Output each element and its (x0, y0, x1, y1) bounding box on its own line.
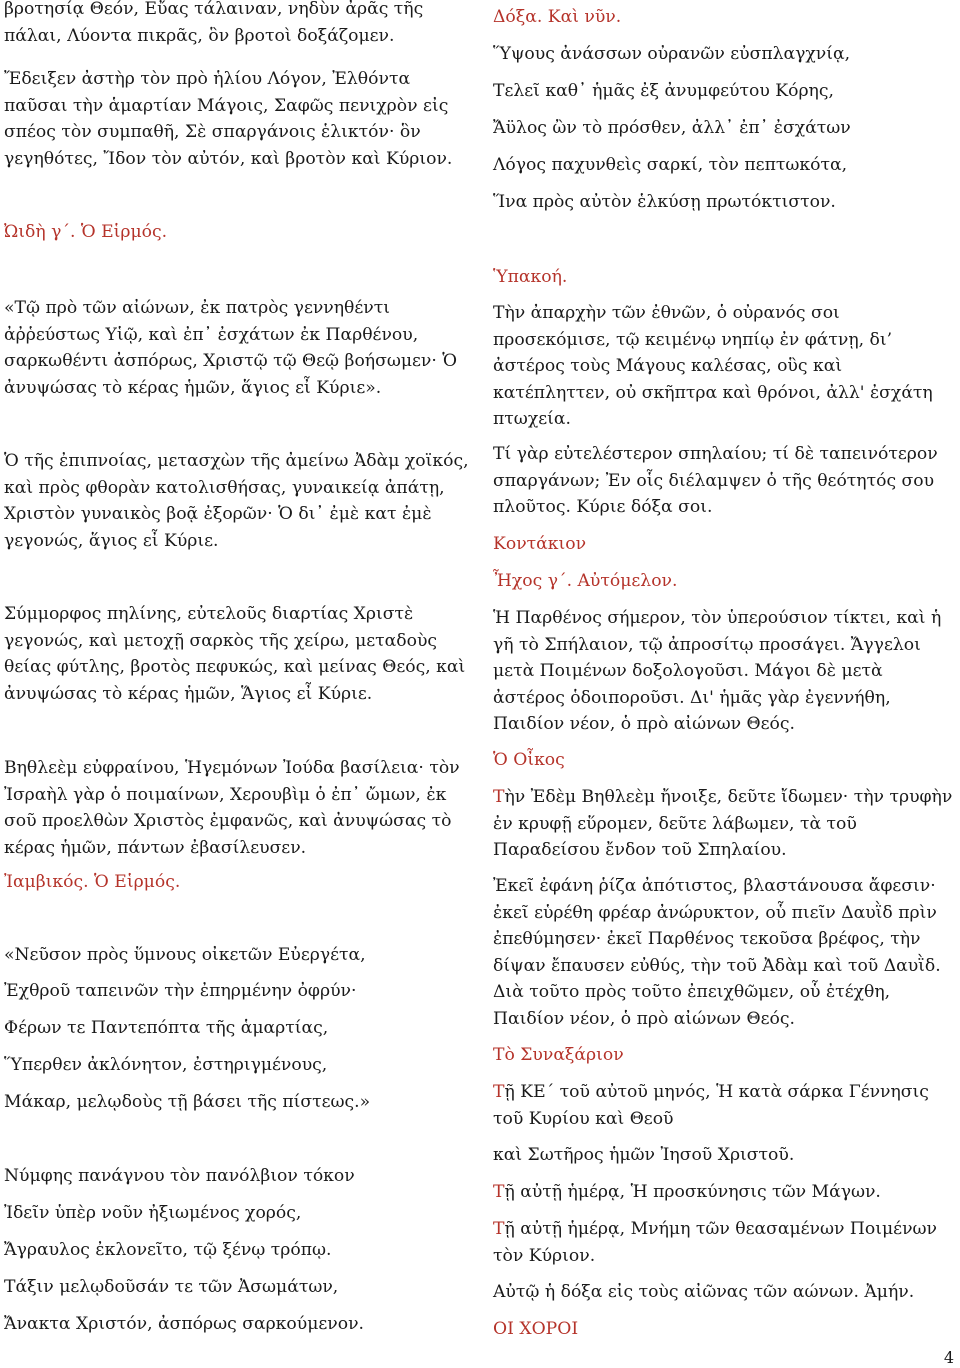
hymn-paragraph (493, 784, 955, 864)
section-heading-iambic: Ἰαμβικός. Ὁ Εἱρμός. (4, 872, 181, 892)
section-heading-doxa: Δόξα. Καὶ νῦν. (493, 7, 622, 27)
section-heading-hypakoe: Ὑπακοή. (493, 267, 568, 287)
paragraph-text: ὴν Ἐδὲμ Βηθλεὲμ ἤνοιξε, δεῦτε ἴδωμεν· τὴν τρυφὴν ἐν κρυφῇ εὕρομεν, δεῦτε λάβωμεν, τὰ τοῦ Παραδείσου ἔνδον τοῦ Σπηλαίου. (493, 787, 953, 860)
paragraph-text: ῇ αὐτῇ ἡμέρᾳ, Ἡ προσκύνησις τῶν Μάγων. (504, 1182, 881, 1202)
section-heading-tone: Ἦχος γ΄. Αὐτόμελον. (493, 571, 678, 591)
section-heading-kontakion: Κοντάκιον (493, 534, 587, 554)
hymn-paragraph: Τί γὰρ εὐτελέστερον σπηλαίου; τί δὲ ταπεινότερον σπαργάνων; Ἐν οἷς διέλαμψεν ὁ τῆς θεότητός σου πλοῦτος. Κύριε δόξα σοι. (493, 444, 938, 517)
troparion-paragraph: Σύμμορφος πηλίνης, εὐτελοῦς διαρτίας Χριστὲ γεγονώς, καὶ μετοχῇ σαρκὸς τῆς χείρω, μεταδοὺς θείας φύτλης, βροτὸς πεφυκώς, καὶ μείνας Θεός, καὶ ἀνυψώσας τὸ κέρας ἡμῶν, Ἅγιος εἶ Κύριε. (4, 604, 466, 704)
synaxarion-entry (493, 1216, 955, 1269)
verse-paragraph: βροτησίᾳ Θεόν, Εὔας τάλαιναν, νηδὺν ἀρᾶς τῆς πάλαι, Λύοντα πικρᾶς, ὃν βροτοὶ δοξάζομεν. (4, 0, 424, 46)
verse-line: Μάκαρ, μελῳδοὺς τῇ βάσει τῆς πίστεως.» (4, 1092, 371, 1112)
section-heading-synaxarion: Τὸ Συναξάριον (493, 1045, 624, 1065)
verse-line: Λόγος παχυνθεὶς σαρκί, τὸν πεπτωκότα, (493, 155, 848, 175)
verse-line: «Νεῦσον πρὸς ὕμνους οἰκετῶν Εὐεργέτα, (4, 945, 366, 965)
synaxarion-entry: καὶ Σωτῆρος ἡμῶν Ἰησοῦ Χριστοῦ. (493, 1145, 795, 1165)
troparion-paragraph: Βηθλεὲμ εὐφραίνου, Ἡγεμόνων Ἰούδα βασίλεια· τὸν Ἰσραὴλ γὰρ ὁ ποιμαίνων, Χερουβὶμ ὁ ἐπ᾽ ὤμων, ἐκ σοῦ προελθὼν Χριστὸς ἐμφανῶς, καὶ ἀνυψώσας τὸ κέρας ἡμῶν, πάντων ἐβασίλευσεν. (4, 758, 460, 858)
synaxarion-entry (493, 1179, 955, 1206)
verse-paragraph: Ἔδειξεν ἀστὴρ τὸν πρὸ ἡλίου Λόγον, Ἐλθόντα παῦσαι τὴν ἁμαρτίαν Μάγοις, Σαφῶς πενιχρὸν εἰς σπέος τὸν συμπαθῆ, Σὲ σπαργάνοις ἑλικτόν· ὃν γεγηθότες, Ἴδον τὸν αὐτόν, καὶ βροτὸν καὶ Κύριον. (4, 69, 453, 169)
initial-letter: Τ (493, 1219, 505, 1239)
verse-line: Ἰδεῖν ὑπὲρ νοῦν ἠξιωμένος χορός, (4, 1203, 302, 1223)
paragraph-text: ῇ αὐτῇ ἡμέρᾳ, Μνήμη τῶν θεασαμένων Ποιμένων τὸν Κύριον. (493, 1219, 937, 1266)
initial-letter: Τ (493, 787, 505, 807)
verse-line: Ἄϋλος ὢν τὸ πρόσθεν, ἀλλ᾽ ἐπ᾽ ἐσχάτων (493, 118, 851, 138)
heirmos-paragraph: «Τῷ πρὸ τῶν αἰώνων, ἐκ πατρὸς γεννηθέντι ἀῤῥεύστως Υἱῷ, καὶ ἐπ᾽ ἐσχάτων ἐκ Παρθένου, σαρκωθέντι ἀσπόρως, Χριστῷ τῷ Θεῷ βοήσωμεν· Ὁ ἀνυψώσας τὸ κέρας ἡμῶν, ἅγιος εἶ Κύριε». (4, 298, 458, 398)
verse-line: Τάξιν μελῳδοῦσάν τε τῶν Ἀσωμάτων, (4, 1277, 339, 1297)
initial-letter: Τ (493, 1082, 505, 1102)
initial-letter: Τ (493, 1182, 505, 1202)
synaxarion-entry (493, 1079, 955, 1132)
section-heading-oikos: Ὁ Οἶκος (493, 750, 565, 770)
hymn-paragraph: Τὴν ἀπαρχὴν τῶν ἐθνῶν, ὁ οὐρανός σοι προσεκόμισε, τῷ κειμένῳ νηπίῳ ἐν φάτνῃ, δι’ ἀστέρος τοὺς Μάγους καλέσας, οὓς καὶ κατέπληττεν, οὐ σκῆπτρα καὶ θρόνοι, ἀλλ' ἐσχάτη πτωχεία. (493, 303, 933, 429)
verse-line: Φέρων τε Παντεπόπτα τῆς ἁμαρτίας, (4, 1018, 329, 1038)
troparion-paragraph: Ὁ τῆς ἐπιπνοίας, μετασχὼν τῆς ἀμείνω Ἀδὰμ χοϊκός, καὶ πρὸς φθορὰν κατολισθήσας, γυναικείᾳ ἀπάτῃ, Χριστὸν γυναικὸς βοᾷ ἐξορῶν· Ὁ δι᾽ ἐμὲ κατ ἐμὲ γεγονώς, ἅγιος εἶ Κύριε. (4, 451, 469, 551)
hymn-paragraph: Ἐκεῖ ἐφάνη ῥίζα ἀπότιστος, βλαστάνουσα ἄφεσιν· ἐκεῖ εὑρέθη φρέαρ ἀνώρυκτον, οὗ πιεῖν Δαυῒδ πρὶν ἐπεθύμησεν· ἐκεῖ Παρθένος τεκοῦσα βρέφος, τὴν δίψαν ἔπαυσεν εὐθύς, τὴν τοῦ Ἀδὰμ καὶ τοῦ Δαυῒδ. Διὰ τοῦτο πρὸς τοῦτο ἐπειχθῶμεν, οὗ ἐτέχθη, Παιδίον νέον, ὁ πρὸ αἰώνων Θεός. (493, 876, 941, 1029)
verse-line: Ἄγραυλος ἐκλονεῖτο, τῷ ξένῳ τρόπῳ. (4, 1240, 332, 1260)
paragraph-text: ῇ ΚΕ΄ τοῦ αὐτοῦ μηνός, Ἡ κατὰ σάρκα Γέννησις τοῦ Κυρίου καὶ Θεοῦ (493, 1082, 929, 1129)
verse-line: Ἄνακτα Χριστόν, ἀσπόρως σαρκούμενον. (4, 1314, 364, 1334)
verse-line: Νύμφης πανάγνου τὸν πανόλβιον τόκον (4, 1166, 355, 1186)
verse-line: Ἐχθροῦ ταπεινῶν τὴν ἐπηρμένην ὀφρύν· (4, 981, 357, 1001)
verse-line: Ὕψους ἀνάσσων οὐρανῶν εὐσπλαγχνίᾳ, (493, 44, 851, 64)
hymn-paragraph: Ἡ Παρθένος σήμερον, τὸν ὑπερούσιον τίκτει, καὶ ἡ γῆ τὸ Σπήλαιον, τῷ ἀπροσίτῳ προσάγει. Ἄγγελοι μετὰ Ποιμένων δοξολογοῦσι. Μάγοι δὲ μετὰ ἀστέρος ὁδοιποροῦσι. Δι' ἡμᾶς γὰρ ἐγεννήθη, Παιδίον νέον, ὁ πρὸ αἰώνων Θεός. (493, 608, 942, 734)
verse-line: Τελεῖ καθ᾽ ἡμᾶς ἐξ ἀνυμφεύτου Κόρης, (493, 81, 834, 101)
section-heading-choirs: ΟΙ ΧΟΡΟΙ (493, 1319, 579, 1339)
section-heading-ode-3: Ὠιδὴ γ΄. Ὁ Εἱρμός. (4, 222, 168, 242)
verse-line: Ὕπερθεν ἀκλόνητον, ἐστηριγμένους, (4, 1055, 328, 1075)
verse-line: Ἵνα πρὸς αὐτὸν ἑλκύσῃ πρωτόκτιστον. (493, 192, 836, 212)
doxology-line: Αὐτῷ ἡ δόξα εἰς τοὺς αἰῶνας τῶν αώνων. Ἀμήν. (493, 1282, 915, 1302)
page-number: 4 (943, 1348, 954, 1367)
